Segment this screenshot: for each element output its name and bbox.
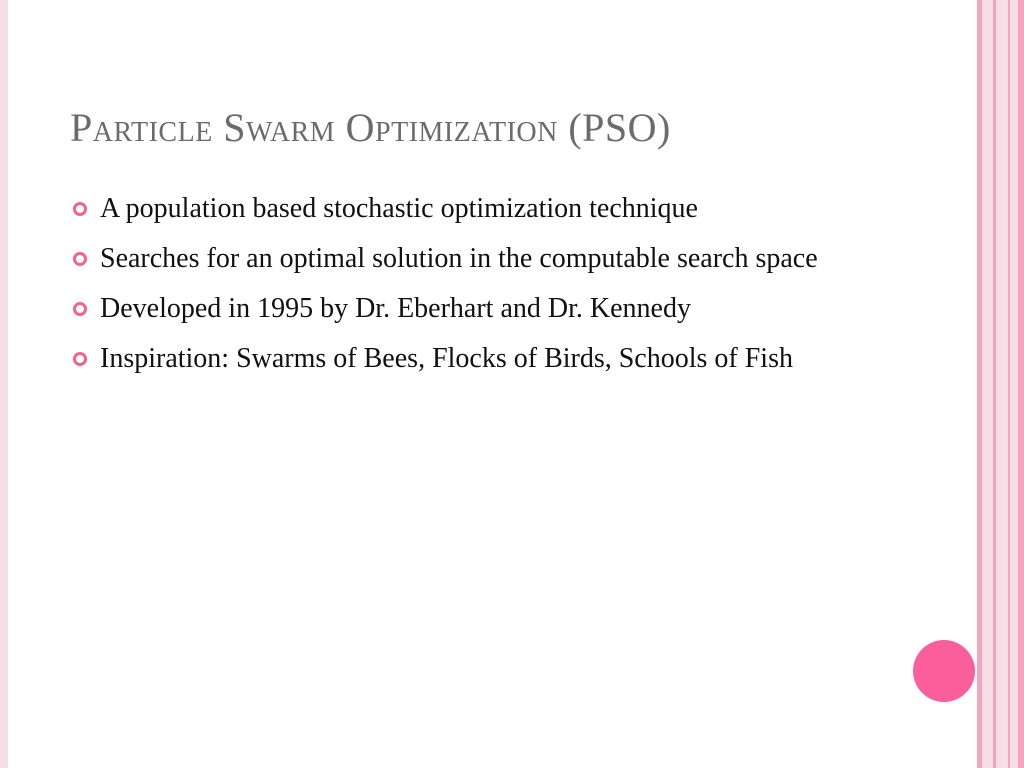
slide-title: Particle Swarm Optimization (PSO) [70,105,671,150]
bullet-text: Developed in 1995 by Dr. Eberhart and Dr. Kennedy [100,293,691,324]
pink-circle-icon [913,640,975,702]
bullet-text: A population based stochastic optimization technique [100,193,698,224]
ring-bullet-icon [73,252,87,266]
bullet-item [70,239,840,279]
ring-bullet-icon [73,302,87,316]
ring-bullet-icon [73,202,87,216]
ring-bullet-icon [73,352,87,366]
bullet-text: Searches for an optimal solution in the computable search space [100,243,818,274]
bullet-item [70,189,840,229]
bullet-item [70,289,840,329]
bullet-item [70,339,840,379]
slide-canvas [8,0,977,768]
decorative-stripe [993,0,996,768]
decorative-stripe [1008,0,1010,768]
decorative-stripe [1018,0,1024,768]
bullet-text: Inspiration: Swarms of Bees, Flocks of Birds, Schools of Fish [100,343,793,374]
decorative-stripe [977,0,982,768]
bullet-list [70,189,840,389]
